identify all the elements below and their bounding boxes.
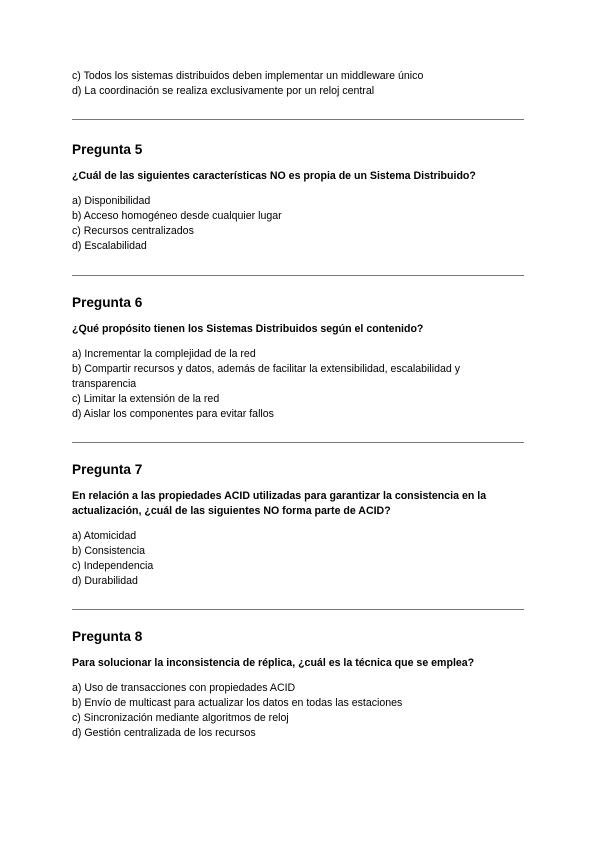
- section-divider: [72, 119, 524, 120]
- answer-option: c) Independencia: [72, 560, 154, 572]
- question-title: Pregunta 8: [72, 629, 143, 644]
- answer-option: b) Consistencia: [72, 545, 146, 557]
- question-title: Pregunta 5: [72, 142, 143, 157]
- answer-options: [72, 194, 524, 254]
- answer-option: b) Acceso homogéneo desde cualquier lugar: [72, 210, 282, 222]
- section-divider: [72, 442, 524, 443]
- question-text: En relación a las propiedades ACID utilizadas para garantizar la consistencia en la actualización, ¿cuál de las siguientes NO forma parte de ACID?: [72, 490, 487, 517]
- question-5: [72, 141, 524, 254]
- answer-option: d) Aislar los componentes para evitar fallos: [72, 408, 274, 420]
- question-text: Para solucionar la inconsistencia de réplica, ¿cuál es la técnica que se emplea?: [72, 657, 475, 669]
- question-title: Pregunta 7: [72, 462, 143, 477]
- answer-option: d) Gestión centralizada de los recursos: [72, 727, 256, 739]
- answer-option: a) Uso de transacciones con propiedades ACID: [72, 682, 296, 694]
- prev-question-options: [72, 69, 524, 99]
- answer-option: a) Disponibilidad: [72, 195, 151, 207]
- answer-option: c) Sincronización mediante algoritmos de reloj: [72, 712, 289, 724]
- question-text: ¿Qué propósito tienen los Sistemas Distribuidos según el contenido?: [72, 323, 424, 335]
- answer-option: d) Durabilidad: [72, 575, 138, 587]
- answer-option: c) Recursos centralizados: [72, 225, 194, 237]
- answer-option: b) Envío de multicast para actualizar los datos en todas las estaciones: [72, 697, 403, 709]
- question-6: [72, 294, 524, 422]
- answer-option: c) Limitar la extensión de la red: [72, 393, 220, 405]
- answer-options: [72, 681, 524, 741]
- question-title: Pregunta 6: [72, 295, 143, 310]
- answer-option: a) Atomicidad: [72, 530, 137, 542]
- answer-option: d) La coordinación se realiza exclusivamente por un reloj central: [72, 85, 375, 97]
- question-text: ¿Cuál de las siguientes características NO es propia de un Sistema Distribuido?: [72, 170, 476, 182]
- answer-option: b) Compartir recursos y datos, además de facilitar la extensibilidad, escalabilidad y transparencia: [72, 363, 461, 390]
- section-divider: [72, 609, 524, 610]
- section-divider: [72, 275, 524, 276]
- answer-option: a) Incrementar la complejidad de la red: [72, 348, 256, 360]
- answer-options: [72, 347, 524, 422]
- answer-options: [72, 529, 524, 589]
- question-8: [72, 628, 524, 741]
- question-7: [72, 461, 524, 589]
- answer-option: c) Todos los sistemas distribuidos deben implementar un middleware único: [72, 70, 424, 82]
- answer-option: d) Escalabilidad: [72, 240, 147, 252]
- document-page: [72, 69, 524, 741]
